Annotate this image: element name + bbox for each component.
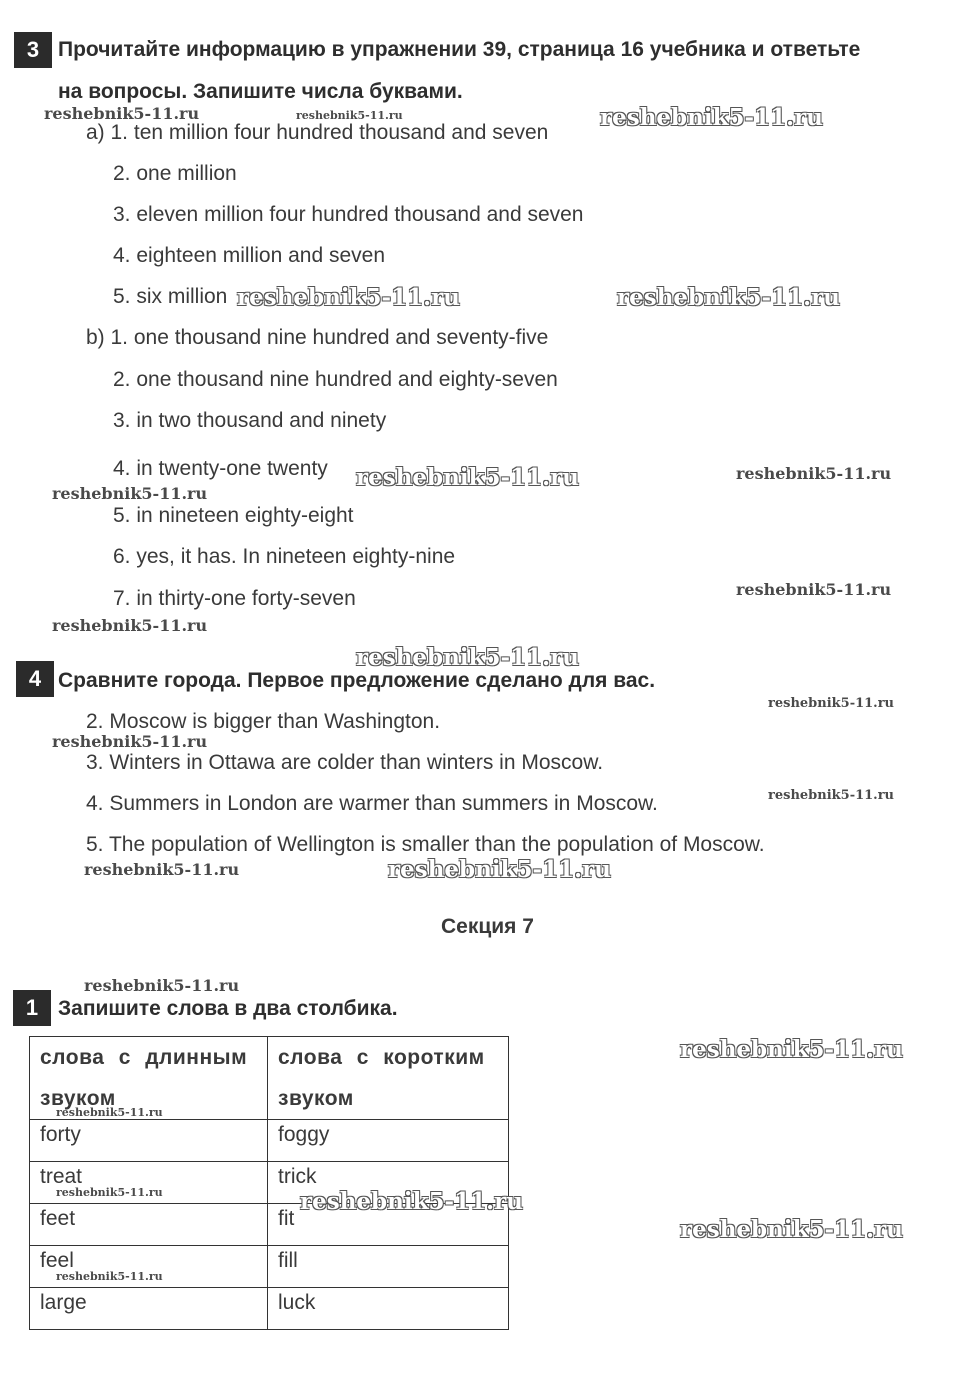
watermark: reshebnik5-11.ru bbox=[52, 732, 208, 751]
answer-line: 5. six million bbox=[113, 285, 228, 308]
watermark: reshebnik5-11.ru bbox=[768, 696, 895, 711]
watermark: reshebnik5-11.ru bbox=[300, 1188, 523, 1215]
answer-line: 3. eleven million four hundred thousand and seven bbox=[113, 203, 584, 226]
words-table bbox=[29, 1036, 509, 1330]
answer-line: 2. one million bbox=[113, 162, 237, 185]
watermark: reshebnik5-11.ru bbox=[52, 616, 208, 635]
answer-line: 4. eighteen million and seven bbox=[113, 244, 386, 267]
answer-line: a) 1. ten million four hundred thousand and seven bbox=[86, 121, 549, 144]
task-number-badge: 3 bbox=[14, 32, 52, 68]
answer-line: b) 1. one thousand nine hundred and seventy-five bbox=[86, 326, 549, 349]
table-cell: fill bbox=[268, 1246, 509, 1288]
answer-line: 2. Moscow is bigger than Washington. bbox=[86, 710, 441, 733]
watermark: reshebnik5-11.ru bbox=[617, 284, 840, 311]
answer-line: 7. in thirty-one forty-seven bbox=[113, 587, 356, 610]
watermark: reshebnik5-11.ru bbox=[680, 1036, 903, 1063]
watermark: reshebnik5-11.ru bbox=[56, 1186, 163, 1199]
table-cell: luck bbox=[268, 1288, 509, 1330]
watermark: reshebnik5-11.ru bbox=[388, 856, 611, 883]
watermark: reshebnik5-11.ru bbox=[84, 860, 240, 879]
watermark: reshebnik5-11.ru bbox=[736, 464, 892, 483]
section-heading: Секция 7 bbox=[441, 915, 534, 938]
task-number-badge: 4 bbox=[16, 661, 54, 697]
watermark: reshebnik5-11.ru bbox=[356, 464, 579, 491]
column-header-long-sound: слова с длинным звуком bbox=[30, 1037, 268, 1120]
watermark: reshebnik5-11.ru bbox=[237, 284, 460, 311]
answer-line: 2. one thousand nine hundred and eighty-seven bbox=[113, 368, 558, 391]
table-row bbox=[30, 1288, 509, 1330]
watermark: reshebnik5-11.ru bbox=[296, 109, 403, 122]
watermark: reshebnik5-11.ru bbox=[680, 1216, 903, 1243]
column-header-short-sound: слова с коротким звуком bbox=[268, 1037, 509, 1120]
table-row bbox=[30, 1120, 509, 1162]
table-cell: feel bbox=[30, 1246, 268, 1288]
answer-line: 3. in two thousand and ninety bbox=[113, 409, 387, 432]
task-title: Сравните города. Первое предложение сделано для вас. bbox=[58, 669, 656, 692]
table-cell: foggy bbox=[268, 1120, 509, 1162]
table-cell: forty bbox=[30, 1120, 268, 1162]
table-cell: large bbox=[30, 1288, 268, 1330]
table-cell: fit bbox=[268, 1204, 509, 1246]
answer-line: 4. in twenty-one twenty bbox=[113, 457, 328, 480]
watermark: reshebnik5-11.ru bbox=[736, 580, 892, 599]
table-cell: treat bbox=[30, 1162, 268, 1204]
watermark: reshebnik5-11.ru bbox=[600, 104, 823, 131]
watermark: reshebnik5-11.ru bbox=[768, 788, 895, 803]
watermark: reshebnik5-11.ru bbox=[52, 484, 208, 503]
task-title: Запишите слова в два столбика. bbox=[58, 997, 398, 1020]
answer-line: 6. yes, it has. In nineteen eighty-nine bbox=[113, 545, 456, 568]
answer-line: 4. Summers in London are warmer than summers in Moscow. bbox=[86, 792, 658, 815]
watermark: reshebnik5-11.ru bbox=[356, 644, 579, 671]
task-title-continued: на вопросы. Запишите числа буквами. bbox=[58, 80, 463, 103]
watermark: reshebnik5-11.ru bbox=[84, 976, 240, 995]
watermark: reshebnik5-11.ru bbox=[44, 104, 200, 123]
answer-line: 5. in nineteen eighty-eight bbox=[113, 504, 354, 527]
watermark: reshebnik5-11.ru bbox=[56, 1106, 163, 1119]
answer-line: 5. The population of Wellington is smaller than the population of Moscow. bbox=[86, 833, 765, 856]
watermark: reshebnik5-11.ru bbox=[56, 1270, 163, 1283]
task-number-badge: 1 bbox=[13, 990, 51, 1026]
answer-line: 3. Winters in Ottawa are colder than winters in Moscow. bbox=[86, 751, 604, 774]
table-cell: feet bbox=[30, 1204, 268, 1246]
task-title: Прочитайте информацию в упражнении 39, страница 16 учебника и ответьте bbox=[58, 38, 861, 61]
table-cell: trick bbox=[268, 1162, 509, 1204]
